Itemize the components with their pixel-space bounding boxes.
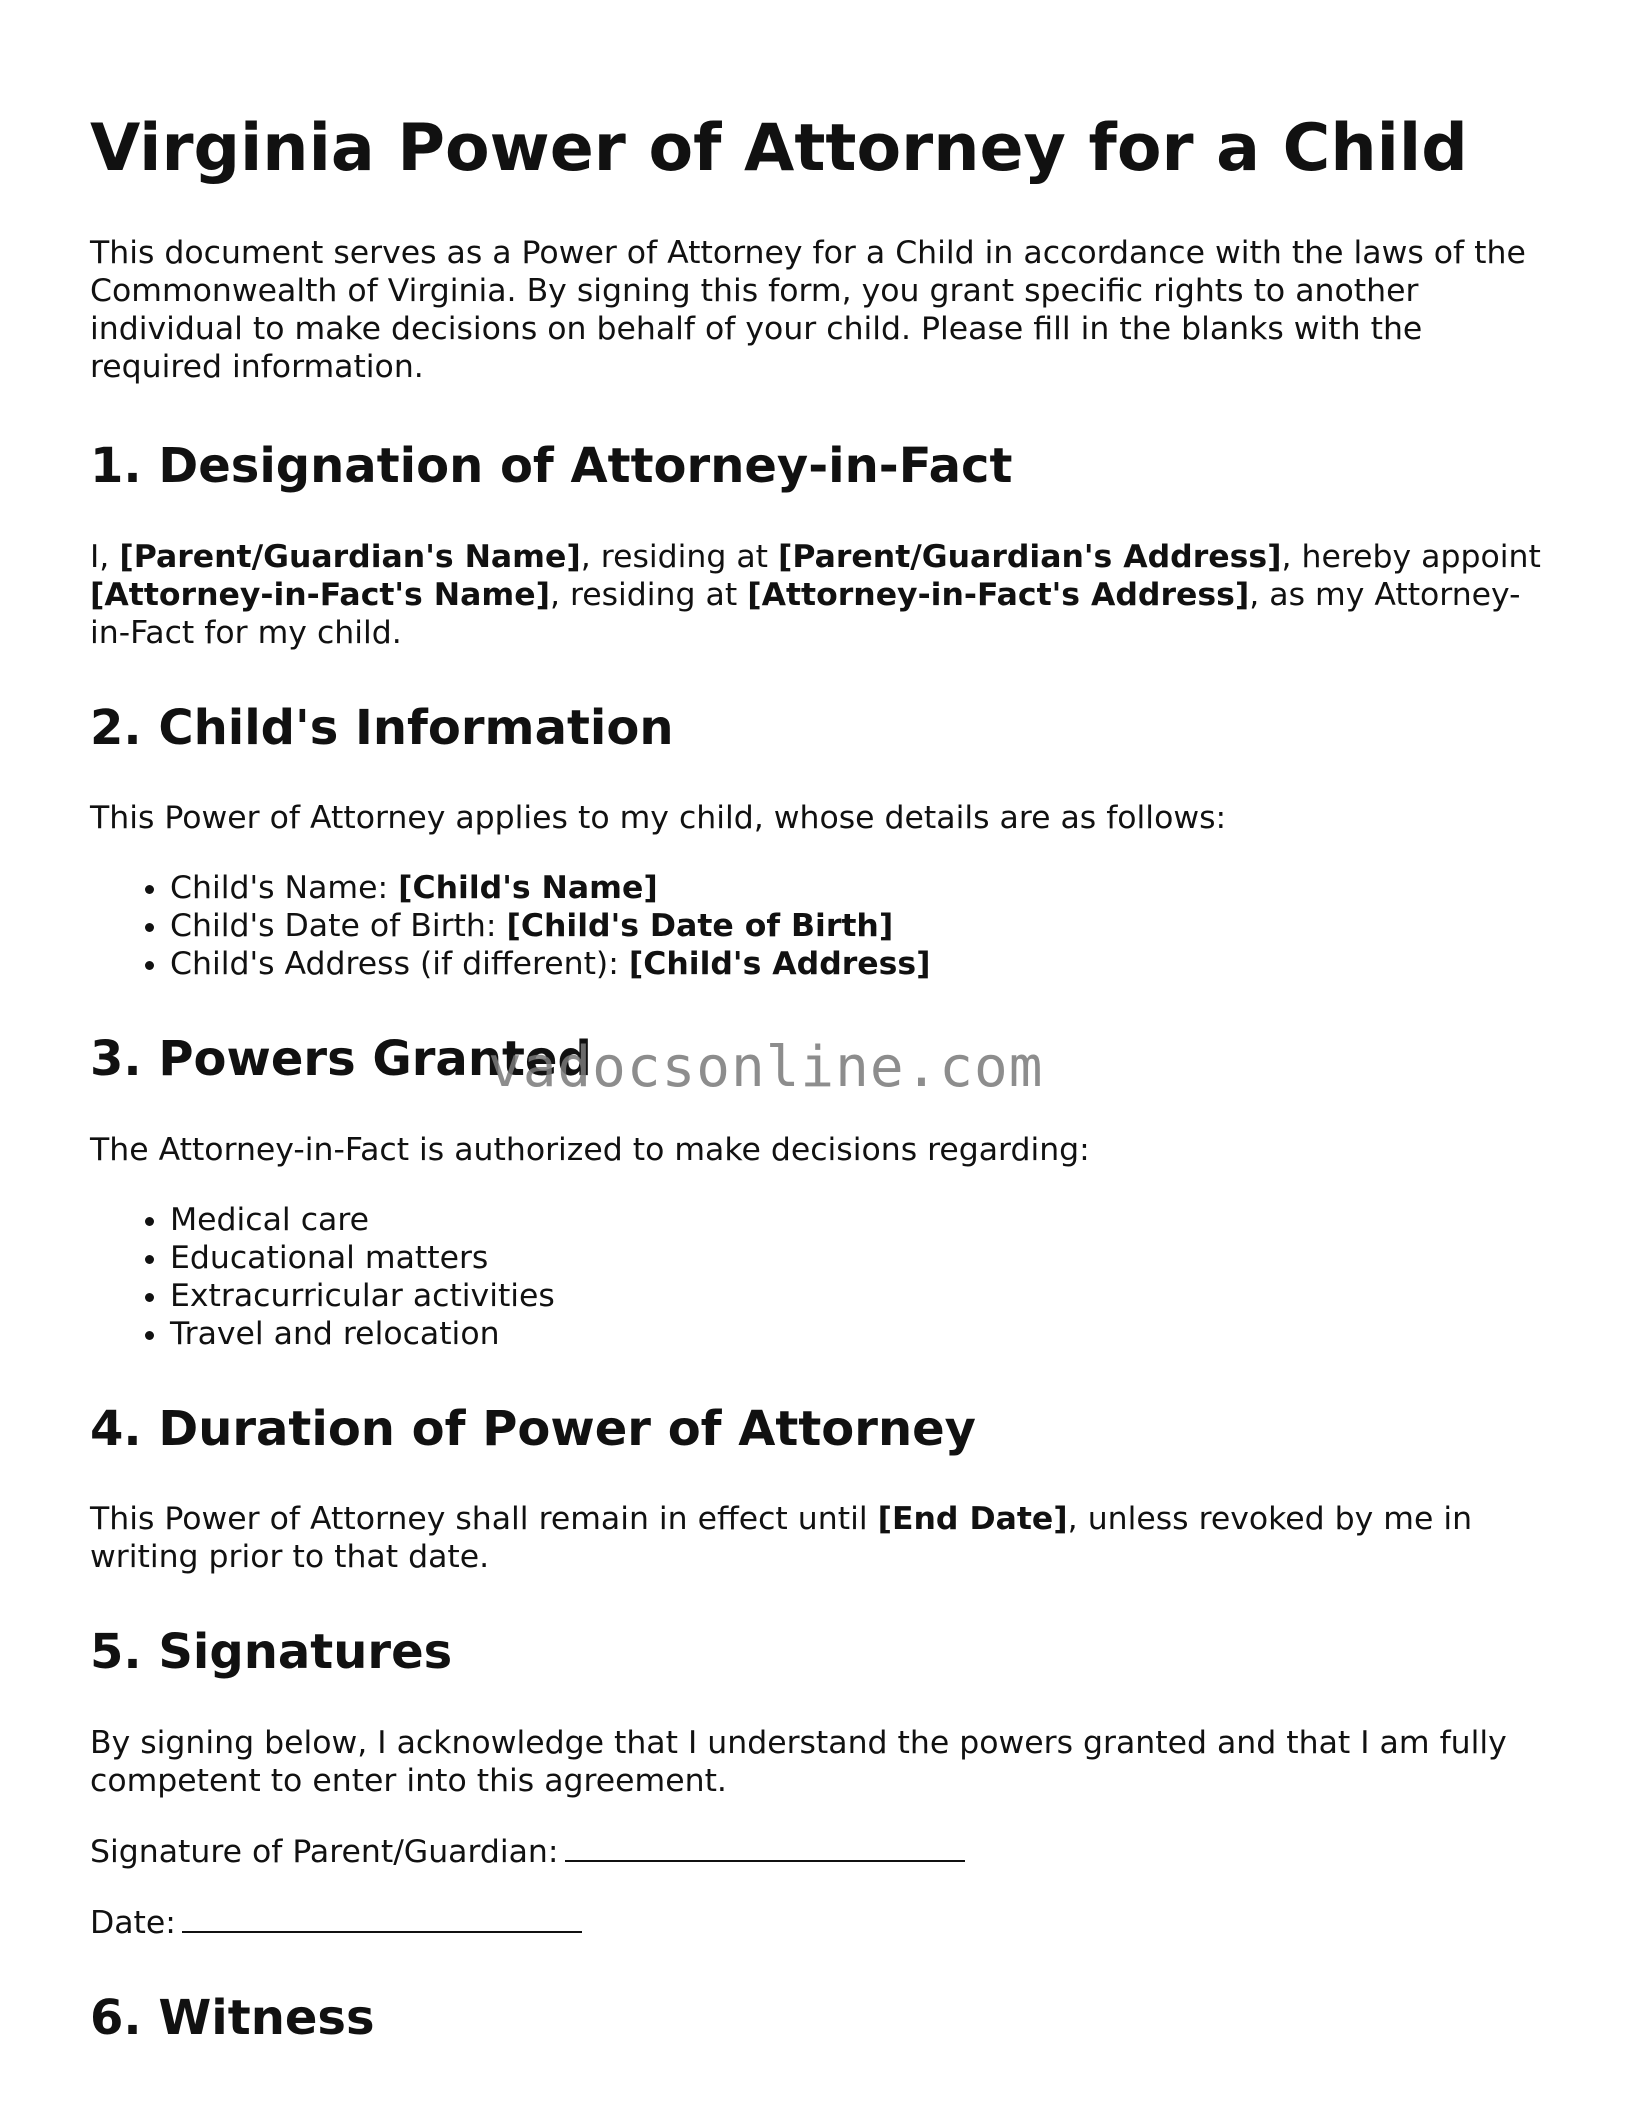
attorney-address-placeholder: [Attorney-in-Fact's Address] <box>747 576 1250 613</box>
designation-paragraph <box>90 538 1550 652</box>
child-info-intro: This Power of Attorney applies to my child, whose details are as follows: <box>90 800 1227 837</box>
list-item <box>170 869 1550 907</box>
child-address-label: Child's Address (if different): <box>170 946 629 983</box>
signature-row <box>90 1832 1550 1871</box>
child-info-list <box>90 869 1550 983</box>
list-item: • Educational matters <box>170 1239 1550 1277</box>
section-5-heading: 5. Signatures <box>90 1624 453 1681</box>
designation-text-5: , as my Attorney-in-Fact for my child. <box>90 576 1521 651</box>
end-date-placeholder: [End Date] <box>877 1501 1068 1538</box>
list-item <box>170 945 1550 983</box>
attorney-name-placeholder: [Attorney-in-Fact's Name] <box>90 576 550 613</box>
child-address-placeholder: [Child's Address] <box>628 946 931 983</box>
date-line[interactable] <box>182 1903 582 1933</box>
section-3-heading: 3. Powers Granted <box>90 1031 592 1088</box>
date-label: Date: <box>90 1904 176 1941</box>
powers-intro: The Attorney-in-Fact is authorized to make decisions regarding: <box>90 1131 1090 1168</box>
powers-list <box>90 1201 1550 1353</box>
watermark-text: vadocsonline.com <box>488 1035 1044 1100</box>
child-name-placeholder: [Child's Name] <box>398 870 658 907</box>
parent-address-placeholder: [Parent/Guardian's Address] <box>778 538 1282 575</box>
list-item: • Medical care <box>170 1201 1550 1239</box>
list-item: • Extracurricular activities <box>170 1277 1550 1315</box>
section-6-heading: 6. Witness <box>90 1989 375 2046</box>
section-1-heading: 1. Designation of Attorney-in-Fact <box>90 438 1013 494</box>
designation-text-1: I, <box>90 538 120 575</box>
parent-name-placeholder: [Parent/Guardian's Name] <box>119 538 581 575</box>
date-row <box>90 1903 1550 1942</box>
section-2-heading: 2. Child's Information <box>90 699 674 756</box>
signatures-paragraph: By signing below, I acknowledge that I understand the powers granted and that I am fully competent to enter into this agreement. <box>90 1724 1507 1799</box>
duration-text-2: , unless revoked by me in writing prior to that date. <box>90 1501 1473 1576</box>
list-item: • Travel and relocation <box>170 1315 1550 1353</box>
duration-text-1: This Power of Attorney shall remain in effect until <box>90 1501 878 1538</box>
designation-text-3: , hereby appoint <box>1281 538 1541 575</box>
signature-label: Signature of Parent/Guardian: <box>90 1833 559 1870</box>
section-4-heading: 4. Duration of Power of Attorney <box>90 1400 976 1457</box>
document-title: Virginia Power of Attorney for a Child <box>90 111 1468 186</box>
child-name-label: Child's Name: <box>170 870 399 907</box>
child-dob-placeholder: [Child's Date of Birth] <box>506 908 894 945</box>
duration-paragraph <box>90 1500 1550 1576</box>
designation-text-4: , residing at <box>549 576 748 613</box>
intro-paragraph: This document serves as a Power of Attorney for a Child in accordance with the laws of the Commonwealth of Virginia. By signing this form, you grant specific rights to another individual to make decisions on behalf of your child. Please fill in the blanks with the required information. <box>90 235 1526 385</box>
child-dob-label: Child's Date of Birth: <box>170 908 507 945</box>
signature-line[interactable] <box>565 1832 965 1862</box>
list-item <box>170 907 1550 945</box>
designation-text-2: , residing at <box>580 538 778 575</box>
